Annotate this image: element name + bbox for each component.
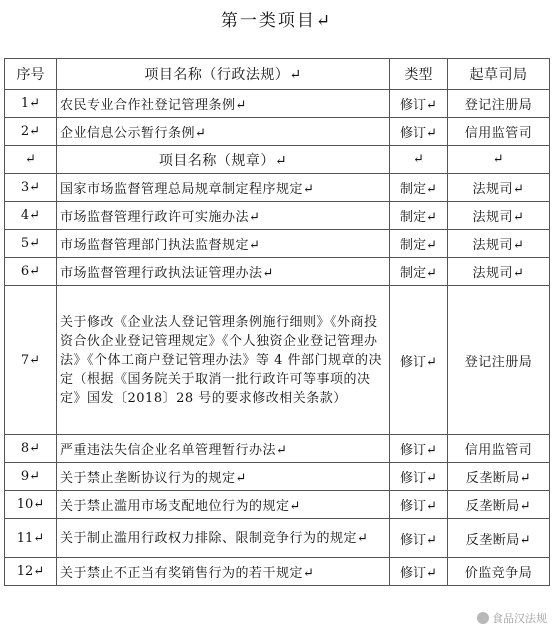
project-table <box>4 58 550 586</box>
row-dept: 反垄断局↵ <box>448 463 550 491</box>
wechat-icon <box>477 612 489 624</box>
section-dept: ↵ <box>448 146 550 174</box>
section-no: ↵ <box>5 146 57 174</box>
row-no: 8↵ <box>5 435 57 463</box>
section-name: 项目名称（规章）↵ <box>57 146 390 174</box>
row-no: 2↵ <box>5 118 57 146</box>
row-name: 市场监督管理行政许可实施办法↵ <box>57 202 390 230</box>
row-type: 修订↵ <box>390 558 448 586</box>
row-name: 市场监督管理行政执法证管理办法↵ <box>57 258 390 286</box>
table-row <box>5 519 550 558</box>
row-dept: 价监竞争局 <box>448 558 550 586</box>
table-row <box>5 202 550 230</box>
row-dept: 法规司↵ <box>448 202 550 230</box>
row-no: 4↵ <box>5 202 57 230</box>
row-name: 市场监督管理部门执法监督规定↵ <box>57 230 390 258</box>
row-name: 国家市场监督管理总局规章制定程序规定↵ <box>57 174 390 202</box>
row-no: 7↵ <box>5 286 57 435</box>
watermark-text: 食品汉法规 <box>492 612 547 625</box>
row-dept: 信用监管司 <box>448 435 550 463</box>
row-name: 农民专业合作社登记管理条例↵ <box>57 90 390 118</box>
table-header-row <box>5 59 550 90</box>
row-dept: 登记注册局 <box>448 286 550 435</box>
row-name: 关于制止滥用行政权力排除、限制竞争行为的规定↵ <box>57 519 390 558</box>
row-name: 关于修改《企业法人登记管理条例施行细则》《外商投资合伙企业登记管理规定》《个人独资企业登记管理办法》《个体工商户登记管理办法》等 4 件部门规章的决定（根据《国务院关于取消一批行政许可等事项的决定》国发〔2018〕28 号的要求修改相关条款） <box>57 286 390 435</box>
row-dept: 反垄断局↵ <box>448 491 550 519</box>
table-row <box>5 463 550 491</box>
row-no: 1↵ <box>5 90 57 118</box>
row-dept: 法规司↵ <box>448 174 550 202</box>
table-row <box>5 90 550 118</box>
row-dept: 法规司↵ <box>448 258 550 286</box>
row-type: 修订↵ <box>390 435 448 463</box>
section-header-row <box>5 146 550 174</box>
row-dept: 法规司↵ <box>448 230 550 258</box>
row-type: 修订↵ <box>390 519 448 558</box>
row-name: 关于禁止滥用市场支配地位行为的规定↵ <box>57 491 390 519</box>
header-name: 项目名称（行政法规）↵ <box>57 59 390 90</box>
table-row <box>5 491 550 519</box>
row-name: 严重违法失信企业名单管理暂行办法↵ <box>57 435 390 463</box>
row-name: 企业信息公示暂行条例↵ <box>57 118 390 146</box>
row-type: 制定↵ <box>390 174 448 202</box>
table-row <box>5 435 550 463</box>
row-type: 修订↵ <box>390 491 448 519</box>
row-no: 10↵ <box>5 491 57 519</box>
row-type: 制定↵ <box>390 230 448 258</box>
row-name: 关于禁止垄断协议行为的规定↵ <box>57 463 390 491</box>
row-name: 关于禁止不正当有奖销售行为的若干规定↵ <box>57 558 390 586</box>
row-no: 11↵ <box>5 519 57 558</box>
table-row <box>5 286 550 435</box>
row-no: 9↵ <box>5 463 57 491</box>
table-row <box>5 258 550 286</box>
table-row <box>5 558 550 586</box>
table-row <box>5 174 550 202</box>
row-type: 修订↵ <box>390 118 448 146</box>
table-row <box>5 230 550 258</box>
row-type: 修订↵ <box>390 286 448 435</box>
page-title: 第一类项目↵ <box>220 11 333 31</box>
row-no: 12↵ <box>5 558 57 586</box>
section-type: ↵ <box>390 146 448 174</box>
header-type: 类型 <box>390 59 448 90</box>
row-dept: 登记注册局 <box>448 90 550 118</box>
row-no: 3↵ <box>5 174 57 202</box>
row-type: 修订↵ <box>390 90 448 118</box>
header-no: 序号 <box>5 59 57 90</box>
header-dept: 起草司局 <box>448 59 550 90</box>
row-no: 5↵ <box>5 230 57 258</box>
watermark <box>477 610 547 626</box>
row-type: 制定↵ <box>390 202 448 230</box>
row-type: 修订↵ <box>390 463 448 491</box>
row-dept: 反垄断局↵ <box>448 519 550 558</box>
row-type: 制定↵ <box>390 258 448 286</box>
row-dept: 信用监管司 <box>448 118 550 146</box>
row-no: 6↵ <box>5 258 57 286</box>
table-row <box>5 118 550 146</box>
